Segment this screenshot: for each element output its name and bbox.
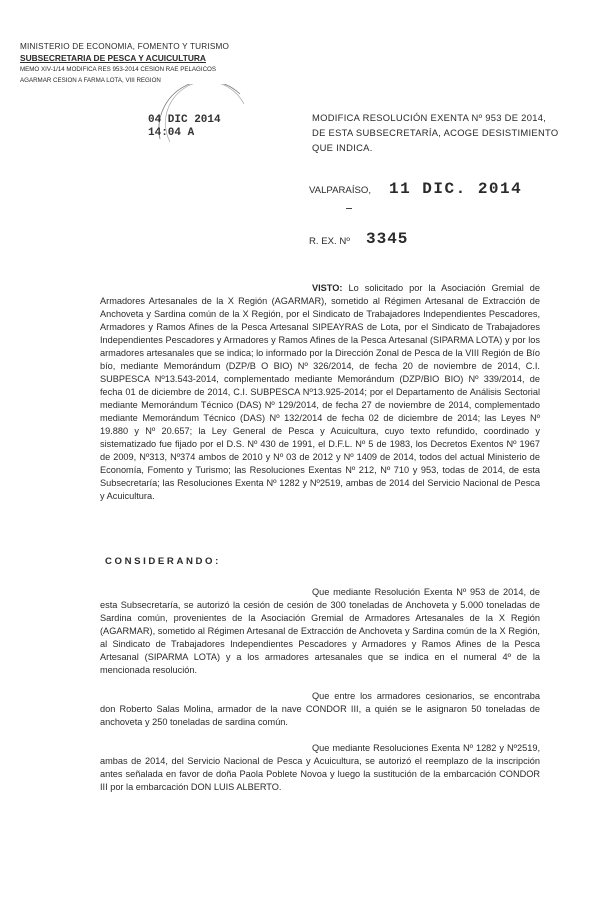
- considerando-paragraph-1: Que mediante Resolución Exenta Nº 953 de 2014, de esta Subsecretaría, se autorizó la cesión de cesión de 300 toneladas de Anchoveta y 5.000 toneladas de Sardina común, provenientes de la Asociación Gremial de Armadores Artesanales de la X Región (AGARMAR), sometido al Régimen Artesanal de Extracción de Anchoveta y Sardina común de la X Región, al Sindicato de Trabajadores Independientes Pescadores y Armadores y Ramos Afines de la Pesca Artesanal (SIPARMA LOTA) y a los armadores artesanales que se indica en el numeral 4º de la mencionada resolución.: [100, 587, 540, 675]
- visto-label: VISTO:: [312, 283, 343, 293]
- memo-reference-line-2: AGARMAR CESION A FARMA LOTA, VIII REGION: [20, 77, 161, 84]
- rex-label: R. EX. Nº: [309, 236, 350, 247]
- considerando-heading: CONSIDERANDO:: [105, 556, 221, 567]
- rex-number: 3345: [366, 230, 409, 248]
- memo-reference-line-1: MEMO XIV-1/14 MODIFICA RES 953-2014 CESION RAE PELAGICOS: [20, 66, 217, 73]
- resolution-title: [312, 110, 572, 155]
- stamp-date-line-1: 04 DIC 2014: [148, 114, 221, 126]
- resolution-date: 11 DIC. 2014: [389, 180, 523, 198]
- stamp-date-line-2: 14:04 A: [148, 127, 195, 139]
- considerando-paragraph-3: Que mediante Resoluciones Exenta Nº 1282 y Nº2519, ambas de 2014, del Servicio Nacional de Pesca y Acuicultura, se autorizó el reemplazo de la inscripción antes señalada en favor de doña Paola Poblete Novoa y luego la sustitución de la embarcación CONDOR III por la embarcación DON LUIS ALBERTO.: [100, 743, 540, 792]
- dash-mark: [346, 208, 352, 209]
- considerando-paragraph-2: Que entre los armadores cesionarios, se encontraba don Roberto Salas Molina, armador de la nave CONDOR III, a quién se le asignaron 50 toneladas de anchoveta y 250 toneladas de sardina común.: [100, 691, 540, 727]
- place-label: VALPARAÍSO,: [309, 185, 372, 196]
- ministry-name: MINISTERIO DE ECONOMIA, FOMENTO Y TURISMO: [20, 42, 230, 51]
- title-line-2: DE ESTA SUBSECRETARÍA, ACOGE DESISTIMIENTO: [312, 127, 559, 138]
- letterhead: [20, 42, 270, 85]
- visto-paragraph: [100, 282, 540, 503]
- title-line-3: QUE INDICA.: [312, 142, 373, 153]
- stamp-date: [148, 114, 221, 140]
- subsecretaria-name: SUBSECRETARIA DE PESCA Y ACUICULTURA: [20, 53, 206, 63]
- visto-text: Lo solicitado por la Asociación Gremial de Armadores Artesanales de la X Región (AGARMAR), sometido al Régimen Artesanal de Extracción de Anchoveta y Sardina común de la X Región, por el Sindicato de Trabajadores Independientes Pescadores, Armadores y Ramos Afines de la Pesca Artesanal SIPEAYRAS de Lota, por el Sindicato de Trabajadores Independientes Pescadores y Armadores y Ramos Afines de la Pesca Artesanal (SIPARMA LOTA) y por los armadores artesanales que se indica; lo informado por la Dirección Zonal de Pesca de la VIII Región de Bío bío, mediante Memorándum (DZP/B O BIO) Nº 326/2014, de fecha 20 de noviembre de 2014, C.I. SUBPESCA Nº13.543-2014, complementado mediante Memorándum (DZP/BIO BIO) Nº 339/2014, de fecha 01 de diciembre de 2014, C.I. SUBPESCA Nº13.925-2014; por el Departamento de Análisis Sectorial mediante Memorándum Técnico (DAS) Nº 129/2014, de fecha 27 de noviembre de 2014, complementado mediante Memorándum Técnico (DAS) Nº 132/2014 de fecha 02 de diciembre de 2014; las Leyes Nº 19.880 y Nº 20.657; la Ley General de Pesca y Acuicultura, cuyo texto refundido, coordinado y sistematizado fue fijado por el D.S. Nº 430 de 1991, el D.F.L. Nº 5 de 1983, los Decretos Exentos Nº 1967 de 2009, Nº313, Nº374 ambos de 2010 y Nº 03 de 2012 y Nº 1409 de 2014, todos del actual Ministerio de Economía, Fomento y Turismo; las Resoluciones Exentas Nº 212, Nº 710 y 953, todas de 2014, de esta Subsecretaría; las Resoluciones Exenta Nº 1282 y Nº2519, ambas de 2014 del Servicio Nacional de Pesca y Acuicultura.: [100, 283, 540, 501]
- title-line-1: MODIFICA RESOLUCIÓN EXENTA Nº 953 DE 2014,: [312, 112, 547, 123]
